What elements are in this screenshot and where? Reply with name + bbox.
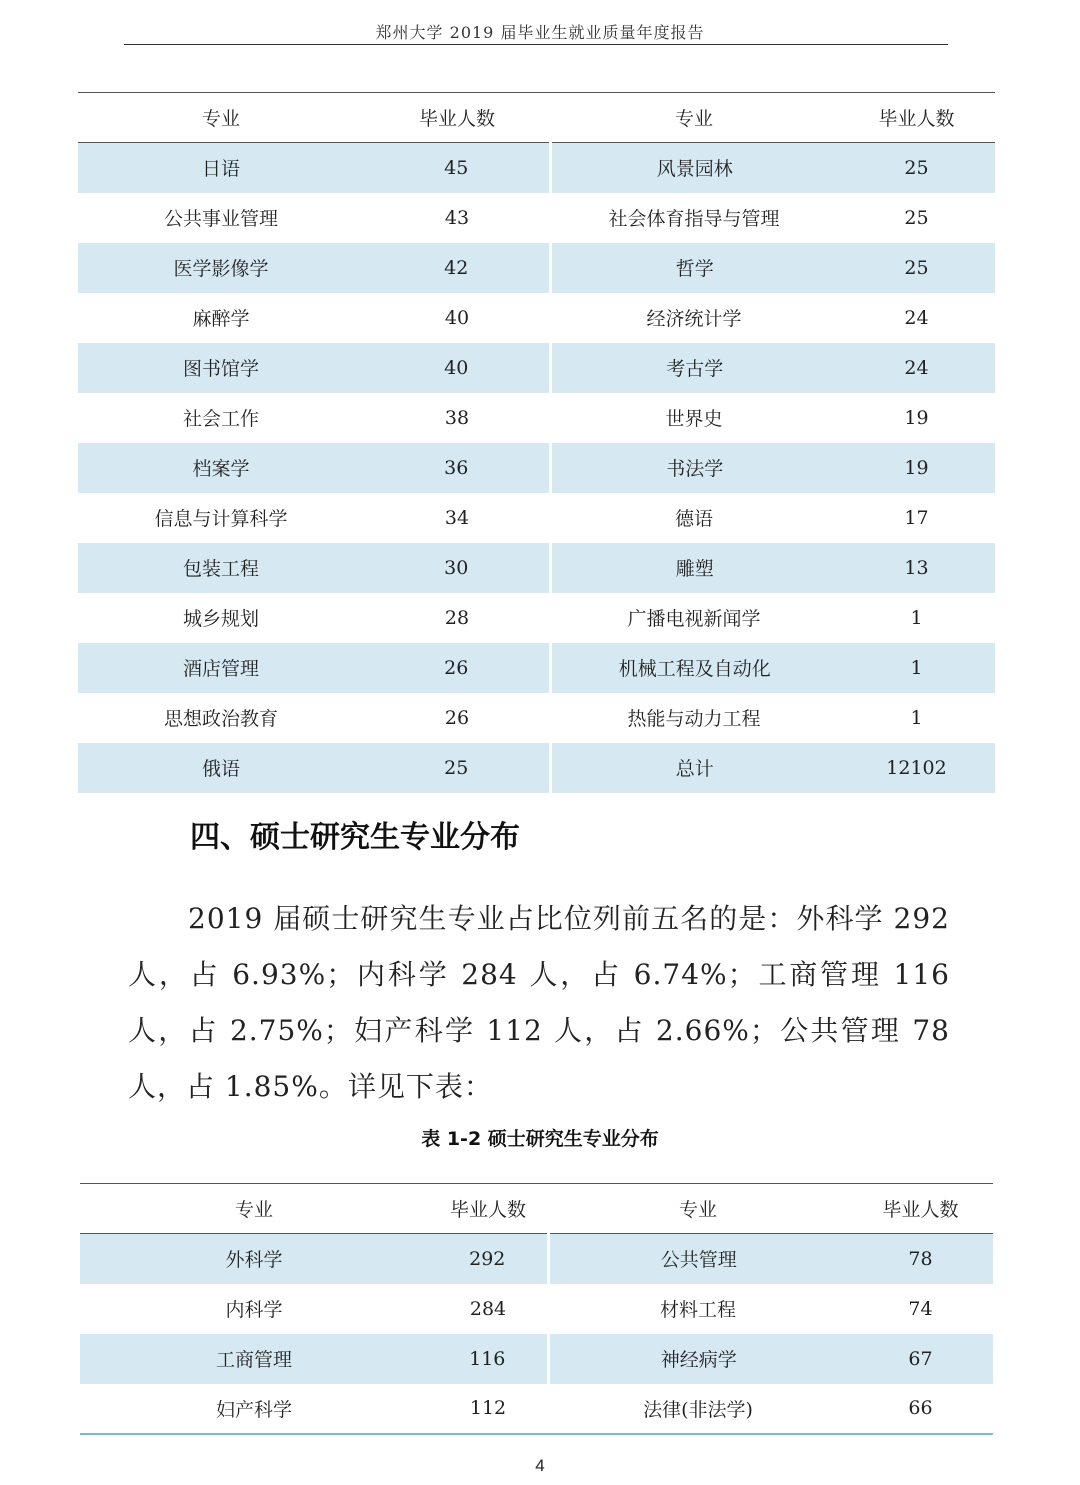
major-cell: 书法学: [550, 443, 838, 493]
undergrad-major-table: [78, 92, 995, 793]
count-cell: 25: [838, 243, 995, 293]
major-cell: 俄语: [78, 743, 364, 793]
major-cell: 社会体育指导与管理: [608, 208, 780, 230]
count-cell: 42: [364, 243, 550, 293]
count-cell: 30: [364, 543, 550, 593]
table-row: [78, 143, 995, 193]
table-row: [80, 1234, 993, 1284]
count-cell: 25: [364, 743, 550, 793]
major-cell: 内科学: [225, 1299, 283, 1321]
major-cell: 档案学: [78, 443, 364, 493]
count-cell: 34: [444, 506, 470, 529]
major-cell: 热能与动力工程: [627, 708, 761, 730]
table-row: [78, 593, 995, 643]
major-cell: 神经病学: [548, 1334, 848, 1384]
column-header: 毕业人数: [838, 93, 995, 143]
count-cell: 13: [838, 543, 995, 593]
column-header: 专业: [548, 1184, 848, 1234]
table-row: [80, 1334, 993, 1384]
major-cell: 图书馆学: [78, 343, 364, 393]
major-cell: 哲学: [550, 243, 838, 293]
major-cell: 公共事业管理: [163, 208, 278, 230]
count-cell: 1: [910, 706, 923, 729]
count-cell: 25: [904, 206, 929, 229]
major-cell: 公共管理: [548, 1234, 848, 1284]
column-header: 专业: [78, 93, 364, 143]
table-row: [78, 543, 995, 593]
major-cell: 思想政治教育: [163, 708, 278, 730]
table-row: [78, 743, 995, 793]
major-cell: 机械工程及自动化: [550, 643, 838, 693]
major-cell: 酒店管理: [78, 643, 364, 693]
major-cell: 经济统计学: [646, 308, 742, 330]
count-cell: 1: [838, 643, 995, 693]
count-cell: 1: [910, 606, 923, 629]
table-row: [78, 393, 995, 443]
table-header-row: [78, 93, 995, 143]
table-row: [78, 193, 995, 243]
count-cell: 78: [848, 1234, 993, 1284]
table-row: [78, 293, 995, 343]
table-caption: 表 1-2 硕士研究生专业分布: [421, 1128, 659, 1150]
count-cell: 26: [364, 643, 550, 693]
major-cell: 材料工程: [659, 1299, 736, 1321]
table-row: [78, 643, 995, 693]
count-cell: 38: [444, 406, 470, 429]
table-header-row: [80, 1184, 993, 1234]
column-header: 毕业人数: [364, 93, 550, 143]
major-cell: 广播电视新闻学: [627, 608, 761, 630]
table-row: [78, 443, 995, 493]
major-cell: 包装工程: [78, 543, 364, 593]
table-row: [80, 1284, 993, 1334]
count-cell: 24: [838, 343, 995, 393]
column-header: 毕业人数: [848, 1184, 993, 1234]
count-cell: 112: [428, 1384, 548, 1434]
major-cell: 城乡规划: [182, 608, 259, 630]
section-heading: 四、硕士研究生专业分布: [190, 820, 520, 855]
major-cell: 外科学: [80, 1234, 428, 1284]
count-cell: 26: [444, 706, 470, 729]
major-cell: 总计: [550, 743, 838, 793]
major-cell: 法律(非法学): [548, 1384, 848, 1434]
count-cell: 36: [364, 443, 550, 493]
table-row: [78, 693, 995, 743]
count-cell: 292: [428, 1234, 548, 1284]
count-cell: 43: [444, 206, 470, 229]
count-cell: 45: [364, 143, 550, 193]
major-cell: 医学影像学: [78, 243, 364, 293]
count-cell: 24: [904, 306, 929, 329]
count-cell: 25: [838, 143, 995, 193]
count-cell: 66: [848, 1384, 993, 1434]
major-cell: 世界史: [665, 408, 723, 430]
running-header: 郑州大学 2019 届毕业生就业质量年度报告: [375, 23, 705, 42]
column-header: 专业: [80, 1184, 428, 1234]
count-cell: 116: [428, 1334, 548, 1384]
count-cell: 74: [908, 1297, 933, 1320]
page-number: 4: [535, 1456, 545, 1475]
body-paragraph: 2019 届硕士研究生专业占比位列前五名的是：外科学 292 人，占 6.93%；内科学 284 人，占 6.74%；工商管理 116 人，占 2.75%；妇产科学 112 人，占 2.66%；公共管理 78 人，占 1.85%。详见下表：: [128, 902, 950, 1103]
count-cell: 12102: [838, 743, 995, 793]
count-cell: 17: [904, 506, 929, 529]
count-cell: 28: [444, 606, 470, 629]
major-cell: 妇产科学: [80, 1384, 428, 1434]
major-cell: 考古学: [550, 343, 838, 393]
major-cell: 工商管理: [80, 1334, 428, 1384]
table-row: [78, 343, 995, 393]
major-cell: 信息与计算科学: [154, 508, 288, 530]
count-cell: 40: [364, 343, 550, 393]
count-cell: 40: [444, 306, 470, 329]
column-header: 专业: [550, 93, 838, 143]
header-rule: [124, 44, 948, 45]
column-header: 毕业人数: [428, 1184, 548, 1234]
master-major-table: [80, 1183, 993, 1435]
major-cell: 雕塑: [550, 543, 838, 593]
table-row: [80, 1384, 993, 1434]
table-row: [78, 243, 995, 293]
major-cell: 日语: [78, 143, 364, 193]
major-cell: 德语: [674, 508, 713, 530]
major-cell: 风景园林: [550, 143, 838, 193]
count-cell: 19: [904, 406, 929, 429]
table-row: [78, 493, 995, 543]
count-cell: 67: [848, 1334, 993, 1384]
major-cell: 麻醉学: [192, 308, 250, 330]
count-cell: 19: [838, 443, 995, 493]
major-cell: 社会工作: [182, 408, 259, 430]
count-cell: 284: [469, 1297, 507, 1320]
